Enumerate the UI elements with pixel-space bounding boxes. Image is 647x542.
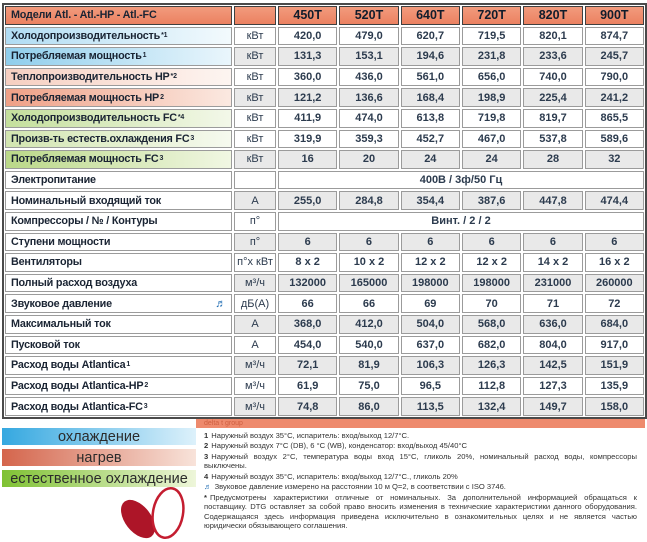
row-value: 354,4 [401, 191, 460, 210]
row-value: 504,0 [401, 315, 460, 334]
row-value: 6 [462, 233, 521, 252]
model-column-header: 520T [339, 6, 398, 25]
footnote-item: 1 Наружный воздух 35°С, испаритель: вход/выход 12/7°С. [204, 431, 410, 440]
row-value: 24 [462, 150, 521, 169]
footnote-marker: 2 [204, 441, 209, 451]
row-value: 467,0 [462, 130, 521, 149]
row-value: 132,4 [462, 397, 521, 416]
row-unit: м³/ч [234, 356, 276, 375]
row-label: Холодопроизводительность FC *4 [5, 109, 232, 128]
row-value: 12 x 2 [462, 253, 521, 272]
row-unit [234, 171, 276, 190]
row-label: Номинальный входящий ток [5, 191, 232, 210]
row-value: 620,7 [401, 27, 460, 46]
row-value: 112,8 [462, 377, 521, 396]
row-value: 149,7 [523, 397, 582, 416]
row-value: 447,8 [523, 191, 582, 210]
row-value: 8 x 2 [278, 253, 337, 272]
row-value: 20 [339, 150, 398, 169]
row-unit: п° [234, 233, 276, 252]
row-value: 72,1 [278, 356, 337, 375]
row-value: 121,2 [278, 88, 337, 107]
row-value: 819,7 [523, 109, 582, 128]
row-value: 804,0 [523, 336, 582, 355]
model-column-header: 720T [462, 6, 521, 25]
row-value: 14 x 2 [523, 253, 582, 272]
row-value: 411,9 [278, 109, 337, 128]
row-unit: м³/ч [234, 397, 276, 416]
row-value: 865,5 [585, 109, 644, 128]
row-unit: м³/ч [234, 377, 276, 396]
row-value: 194,6 [401, 47, 460, 66]
row-value: 284,8 [339, 191, 398, 210]
model-column-header: 640T [401, 6, 460, 25]
row-value: 16 x 2 [585, 253, 644, 272]
row-unit: м³/ч [234, 274, 276, 293]
row-label: Звуковое давление ♬ [5, 294, 232, 313]
row-unit: кВт [234, 88, 276, 107]
row-value: 106,3 [401, 356, 460, 375]
row-value: 6 [585, 233, 644, 252]
row-value: 10 x 2 [339, 253, 398, 272]
unit-column-header [234, 6, 276, 25]
row-value: 72 [585, 294, 644, 313]
row-value: 684,0 [585, 315, 644, 334]
row-value: 127,3 [523, 377, 582, 396]
row-value: 255,0 [278, 191, 337, 210]
row-value: 360,0 [278, 68, 337, 87]
row-spanned-value: Винт. / 2 / 2 [278, 212, 644, 231]
row-value: 740,0 [523, 68, 582, 87]
row-value: 452,7 [401, 130, 460, 149]
row-value: 126,3 [462, 356, 521, 375]
row-label: Потребляемая мощность 1 [5, 47, 232, 66]
row-value: 589,6 [585, 130, 644, 149]
row-label: Расход воды Atlantica 1 [5, 356, 232, 375]
row-value: 61,9 [278, 377, 337, 396]
row-unit: А [234, 336, 276, 355]
row-value: 719,5 [462, 27, 521, 46]
legend-item: нагрев [2, 449, 196, 466]
row-value: 225,4 [523, 88, 582, 107]
row-unit: п° [234, 212, 276, 231]
row-value: 540,0 [339, 336, 398, 355]
row-unit: п°х кВт [234, 253, 276, 272]
brand-logo [100, 487, 235, 512]
row-label: Вентиляторы [5, 253, 232, 272]
row-value: 474,0 [339, 109, 398, 128]
spec-table [2, 3, 647, 419]
row-value: 131,3 [278, 47, 337, 66]
row-value: 436,0 [339, 68, 398, 87]
row-value: 153,1 [339, 47, 398, 66]
row-value: 135,9 [585, 377, 644, 396]
model-column-header: 820T [523, 6, 582, 25]
model-column-header: 450T [278, 6, 337, 25]
footnote-marker: 3 [204, 451, 209, 461]
footnote-item: ♬ Звуковое давление измерено на расстоянии 10 м Q=2, в соответствии с ISO 3746. [204, 482, 506, 492]
row-value: 790,0 [585, 68, 644, 87]
footnote-item: 4 Наружный воздух 35°С, испаритель: вход/выход 12/7°С., гликоль 20% [204, 471, 458, 481]
row-value: 412,0 [339, 315, 398, 334]
row-unit: кВт [234, 109, 276, 128]
footnote-item: 2 Наружный воздух 7°С (DB), 6 °С (WB), конденсатор: вход/выход 45/40°С [204, 441, 467, 451]
row-value: 24 [401, 150, 460, 169]
row-value: 66 [339, 294, 398, 313]
row-value: 66 [278, 294, 337, 313]
row-value: 74,8 [278, 397, 337, 416]
row-value: 561,0 [401, 68, 460, 87]
row-value: 231000 [523, 274, 582, 293]
row-unit: кВт [234, 47, 276, 66]
row-value: 241,2 [585, 88, 644, 107]
row-value: 28 [523, 150, 582, 169]
row-value: 6 [523, 233, 582, 252]
watermark-bar [196, 419, 645, 428]
legend-item: охлаждение [2, 428, 196, 445]
row-label: Расход воды Atlantica-FC 3 [5, 397, 232, 416]
watermark-text: delta t group [204, 420, 243, 427]
footnotes-list [196, 428, 645, 531]
footnote-marker: * [204, 492, 207, 502]
row-label: Произв-ть естеств.охлаждения FC 3 [5, 130, 232, 149]
row-unit: кВт [234, 68, 276, 87]
row-label: Расход воды Atlantica-HP 2 [5, 377, 232, 396]
logo-petal-outline [149, 486, 187, 540]
row-value: 71 [523, 294, 582, 313]
row-value: 368,0 [278, 315, 337, 334]
music-note-icon: ♬ [215, 297, 226, 310]
footnote-item: 3 Наружный воздух 2°С, температура воды вход 15°С, гликоль 20%, номинальный расход воды, компрессоры выключены. [204, 451, 637, 471]
row-value: 454,0 [278, 336, 337, 355]
footnote-item: * Предусмотрены характеристики отличные от номинальных. За дополнительной информацией обращаться к поставщику. DTG оставляет за собой право вносить изменения в технические характеристики данного оборудования. Содержащаяся здесь информация приведена исключительно в ознакомительных целях и не является частью юридически обязывающего соглашения. [204, 492, 637, 531]
row-label: Потребляемая мощность FC 3 [5, 150, 232, 169]
row-value: 81,9 [339, 356, 398, 375]
row-value: 537,8 [523, 130, 582, 149]
footnote-marker: 4 [204, 471, 209, 481]
color-legend [2, 428, 196, 491]
model-column-header: 900T [585, 6, 644, 25]
row-value: 151,9 [585, 356, 644, 375]
row-value: 474,4 [585, 191, 644, 210]
row-label: Полный расход воздуха [5, 274, 232, 293]
row-value: 656,0 [462, 68, 521, 87]
row-value: 113,5 [401, 397, 460, 416]
row-value: 233,6 [523, 47, 582, 66]
row-value: 479,0 [339, 27, 398, 46]
row-value: 70 [462, 294, 521, 313]
legend-item: естественное охлаждение [2, 470, 196, 487]
row-value: 319,9 [278, 130, 337, 149]
row-value: 568,0 [462, 315, 521, 334]
row-value: 12 x 2 [401, 253, 460, 272]
row-value: 245,7 [585, 47, 644, 66]
row-value: 136,6 [339, 88, 398, 107]
row-value: 260000 [585, 274, 644, 293]
row-value: 86,0 [339, 397, 398, 416]
row-label: Электропитание [5, 171, 232, 190]
row-value: 420,0 [278, 27, 337, 46]
row-value: 637,0 [401, 336, 460, 355]
footnote-marker: 1 [204, 431, 209, 440]
row-value: 198,9 [462, 88, 521, 107]
row-unit: А [234, 191, 276, 210]
row-value: 636,0 [523, 315, 582, 334]
table-title: Модели Atl. - Atl.-HP - Atl.-FC [5, 6, 232, 25]
row-value: 231,8 [462, 47, 521, 66]
row-value: 198000 [401, 274, 460, 293]
row-unit: кВт [234, 150, 276, 169]
row-value: 168,4 [401, 88, 460, 107]
row-unit: кВт [234, 27, 276, 46]
row-value: 820,1 [523, 27, 582, 46]
row-label: Пусковой ток [5, 336, 232, 355]
row-value: 917,0 [585, 336, 644, 355]
row-unit: А [234, 315, 276, 334]
row-label: Холодопроизводительность *1 [5, 27, 232, 46]
row-spanned-value: 400В / 3ф/50 Гц [278, 171, 644, 190]
music-note-icon: ♬ [204, 482, 212, 492]
row-value: 719,8 [462, 109, 521, 128]
row-label: Максимальный ток [5, 315, 232, 334]
row-value: 6 [339, 233, 398, 252]
footnotes-block [196, 419, 645, 532]
row-unit: кВт [234, 130, 276, 149]
row-unit: дБ(А) [234, 294, 276, 313]
row-label: Потребляемая мощность HP 2 [5, 88, 232, 107]
row-value: 16 [278, 150, 337, 169]
row-value: 682,0 [462, 336, 521, 355]
row-value: 142,5 [523, 356, 582, 375]
row-value: 387,6 [462, 191, 521, 210]
row-label: Теплопроизводительность HP *2 [5, 68, 232, 87]
row-value: 132000 [278, 274, 337, 293]
row-value: 874,7 [585, 27, 644, 46]
row-value: 165000 [339, 274, 398, 293]
row-value: 6 [401, 233, 460, 252]
row-value: 158,0 [585, 397, 644, 416]
row-value: 359,3 [339, 130, 398, 149]
row-value: 75,0 [339, 377, 398, 396]
row-label: Компрессоры / № / Контуры [5, 212, 232, 231]
row-value: 96,5 [401, 377, 460, 396]
row-value: 198000 [462, 274, 521, 293]
row-value: 613,8 [401, 109, 460, 128]
row-value: 69 [401, 294, 460, 313]
row-label: Ступени мощности [5, 233, 232, 252]
row-value: 6 [278, 233, 337, 252]
row-value: 32 [585, 150, 644, 169]
